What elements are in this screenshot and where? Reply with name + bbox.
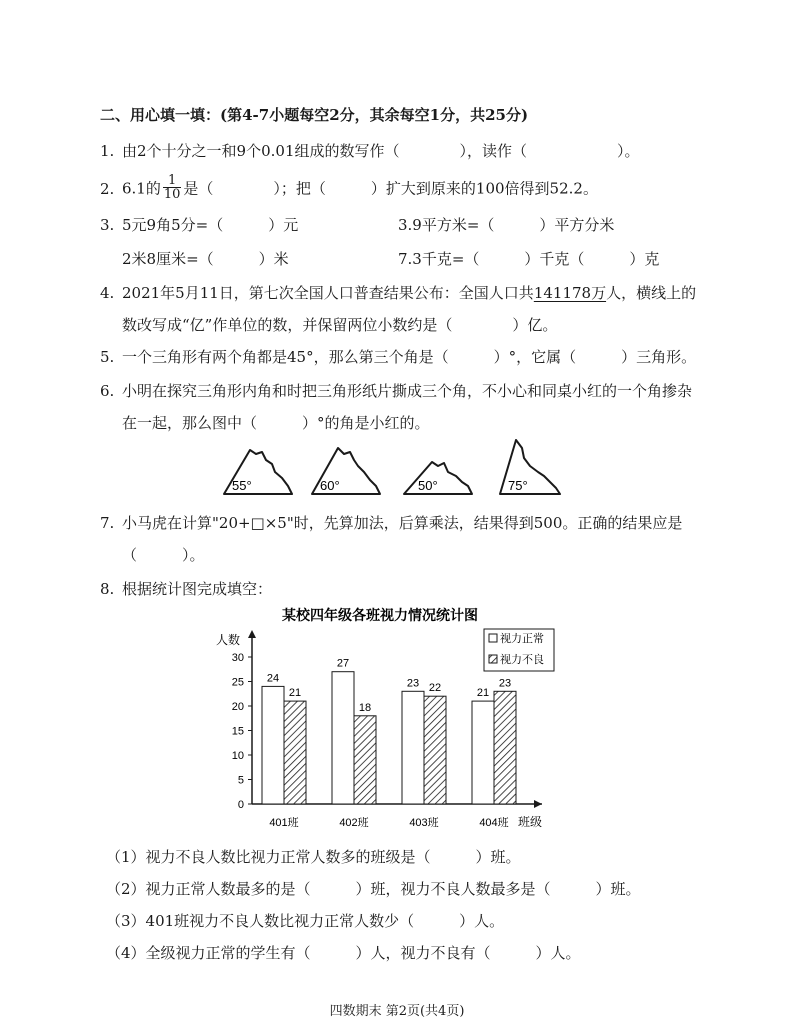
data-label: 23	[406, 677, 420, 690]
legend-swatch-normal	[489, 634, 497, 642]
data-label: 18	[358, 701, 372, 714]
question-number: 2.	[100, 179, 115, 198]
sub-question-4: （4）全级视力正常的学生有（ ）人，视力不良有（ ）人。	[106, 944, 581, 962]
x-axis-label: 班级	[518, 815, 543, 829]
y-tick-label: 10	[231, 750, 244, 762]
angle-label-50: 50°	[418, 478, 438, 493]
question-number: 5.	[100, 348, 115, 366]
question-text: 由2个十分之一和9个0.01组成的数写作（ ），读作（ ）。	[122, 142, 640, 160]
question-7-line-1	[100, 512, 682, 533]
vision-bar-chart	[200, 600, 560, 840]
question-4-line-2: 数改写成“亿”作单位的数，并保留两位小数约是（ ）亿。	[122, 316, 558, 334]
chart-title: 某校四年级各班视力情况统计图	[282, 607, 478, 623]
angle-label-55: 55°	[232, 478, 252, 493]
x-tick-label: 402班	[339, 817, 369, 829]
bar-normal	[472, 701, 494, 804]
sub-question-3: （3）401班视力不良人数比视力正常人数少（ ）人。	[106, 912, 505, 930]
question-text-pre: 6.1的	[122, 179, 161, 198]
question-3-text-c: 2米8厘米=（ ）米	[122, 250, 289, 268]
bar-normal	[262, 686, 284, 804]
y-tick-label: 0	[237, 799, 244, 811]
y-axis-label: 人数	[216, 633, 241, 647]
fraction	[163, 174, 182, 201]
sub-question-2: （2）视力正常人数最多的是（ ）班，视力不良人数最多是（ ）班。	[106, 880, 641, 898]
question-text: 小马虎在计算"20+□×5"时，先算加法，后算乘法，结果得到500。正确的结果应是	[122, 514, 683, 532]
bar-normal	[332, 672, 354, 804]
question-number: 1.	[100, 142, 115, 160]
y-tick-label: 15	[231, 725, 244, 738]
sub-question-1: （1）视力不良人数比视力正常人数多的班级是（ ）班。	[106, 848, 521, 866]
question-5	[100, 346, 696, 367]
y-tick-label: 30	[231, 652, 244, 664]
legend-label-normal: 视力正常	[500, 633, 544, 645]
page-footer: 四数期末 第2页(共4页)	[329, 1004, 465, 1019]
data-label: 22	[428, 682, 442, 695]
data-label: 21	[288, 687, 302, 700]
bar-poor	[494, 691, 516, 804]
question-text-post: 是（ ）；把（ ）扩大到原来的100倍得到52.2。	[183, 179, 598, 198]
y-tick-label: 25	[231, 676, 244, 689]
x-axis-arrow	[534, 800, 542, 808]
question-1	[100, 140, 640, 161]
y-tick-label: 5	[237, 774, 244, 787]
question-number: 7.	[100, 514, 115, 532]
bar-poor	[424, 696, 446, 804]
y-tick-label: 20	[231, 701, 244, 713]
legend-swatch-poor	[489, 655, 497, 663]
data-label: 21	[476, 687, 490, 700]
question-3-line-1	[100, 214, 298, 235]
bar-poor	[284, 701, 306, 804]
question-number: 4.	[100, 284, 115, 302]
angle-label-60: 60°	[320, 478, 340, 493]
x-tick-label: 403班	[409, 817, 439, 829]
question-6-line-1	[100, 380, 692, 401]
question-3-text-d: 7.3千克=（ ）千克（ ）克	[398, 250, 660, 268]
underlined-number: 141178万	[533, 284, 607, 302]
bar-normal	[402, 691, 424, 804]
data-label: 27	[336, 657, 350, 670]
question-number: 3.	[100, 216, 115, 234]
question-text: 小明在探究三角形内角和时把三角形纸片撕成三个角，不小心和同桌小红的一个角掺杂	[122, 382, 693, 400]
question-text: 一个三角形有两个角都是45°，那么第三个角是（ ）°，它属（ ）三角形。	[122, 348, 697, 366]
torn-angle-50	[404, 462, 472, 494]
question-6-line-2: 在一起，那么图中（ ）°的角是小红的。	[122, 414, 430, 432]
question-4-line-1	[100, 282, 696, 303]
angle-label-75: 75°	[508, 478, 528, 493]
bar-poor	[354, 716, 376, 804]
question-text-a: 5元9角5分=（ ）元	[122, 216, 299, 234]
data-label: 23	[498, 677, 512, 690]
question-text: 根据统计图完成填空：	[122, 580, 273, 598]
x-tick-label: 404班	[479, 817, 509, 829]
torn-angles-figure	[0, 430, 794, 502]
question-number: 6.	[100, 382, 115, 400]
question-7-line-2: （ ）。	[122, 546, 205, 564]
y-axis-arrow	[248, 630, 256, 638]
question-3-text-b: 3.9平方米=（ ）平方分米	[398, 216, 615, 234]
legend-label-poor: 视力不良	[500, 654, 544, 666]
question-8	[100, 578, 272, 599]
fraction-denominator: 10	[163, 187, 181, 202]
x-tick-label: 401班	[269, 817, 299, 829]
question-number: 8.	[100, 580, 115, 598]
data-label: 24	[266, 672, 280, 685]
question-text-post: 人，横线上的	[606, 284, 697, 302]
chart-legend	[484, 629, 554, 671]
question-2	[100, 173, 598, 203]
fraction-numerator: 1	[167, 173, 177, 188]
section-title: 二、用心填一填：(第4-7小题每空2分，其余每空1分，共25分)	[100, 106, 529, 124]
question-text-pre: 2021年5月11日，第七次全国人口普查结果公布：全国人口共	[122, 284, 534, 302]
